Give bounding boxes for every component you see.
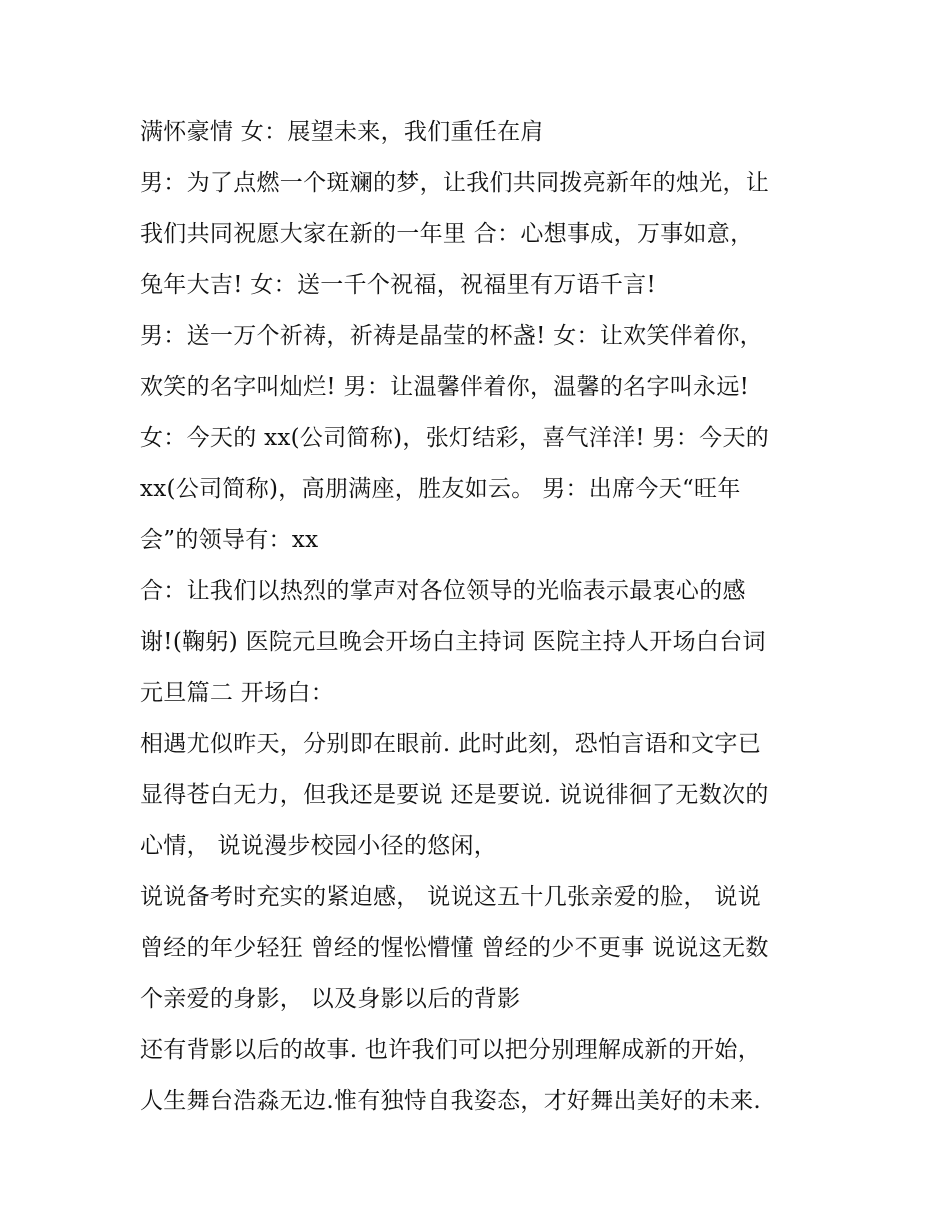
text-line: 满怀豪情 女：展望未来，我们重任在肩 bbox=[140, 119, 544, 145]
text-line: 元旦篇二 开场白： bbox=[140, 680, 335, 706]
text-line: 谢!(鞠躬) 医院元旦晚会开场白主持词 医院主持人开场白台词 bbox=[140, 629, 766, 655]
text-line: 会”的领导有：xx bbox=[140, 527, 319, 553]
text-line: 合：让我们以热烈的掌声对各位领导的光临表示最衷心的感 bbox=[140, 578, 746, 604]
text-line: 相遇尤似昨天，分别即在眼前. 此时此刻，恐怕言语和文字已 bbox=[140, 731, 762, 757]
text-line: 曾经的年少轻狂 曾经的惺忪懵懂 曾经的少不更事 说说这无数 bbox=[140, 935, 769, 961]
text-line: 男：为了点燃一个斑斓的梦，让我们共同拨亮新年的烛光，让 bbox=[140, 170, 770, 196]
text-line: 说说备考时充实的紧迫感， 说说这五十几张亲爱的脸， 说说 bbox=[140, 884, 762, 910]
text-line: 显得苍白无力，但我还是要说 还是要说. 说说徘徊了无数次的 bbox=[140, 782, 769, 808]
text-line: 男：送一万个祈祷，祈祷是晶莹的杯盏! 女：让欢笑伴着你， bbox=[140, 323, 763, 349]
text-line: 我们共同祝愿大家在新的一年里 合：心想事成，万事如意， bbox=[140, 221, 754, 247]
text-line: 兔年大吉! 女：送一千个祝福，祝福里有万语千言! bbox=[140, 272, 656, 298]
text-line: 女：今天的 xx(公司简称)，张灯结彩，喜气洋洋! 男：今天的 bbox=[140, 425, 770, 451]
text-line: 还有背影以后的故事. 也许我们可以把分别理解成新的开始， bbox=[140, 1037, 762, 1063]
text-line: xx(公司简称)，高朋满座，胜友如云。 男：出席今天“旺年 bbox=[140, 476, 741, 502]
text-line: 人生舞台浩淼无边.惟有独恃自我姿态，才好舞出美好的未来. bbox=[140, 1088, 762, 1114]
text-line: 个亲爱的身影， 以及身影以后的背影 bbox=[140, 986, 521, 1012]
text-line: 心情， 说说漫步校园小径的悠闲， bbox=[140, 833, 498, 859]
document-body bbox=[140, 107, 830, 1127]
text-line: 欢笑的名字叫灿烂! 男：让温馨伴着你，温馨的名字叫永远! bbox=[140, 374, 750, 400]
